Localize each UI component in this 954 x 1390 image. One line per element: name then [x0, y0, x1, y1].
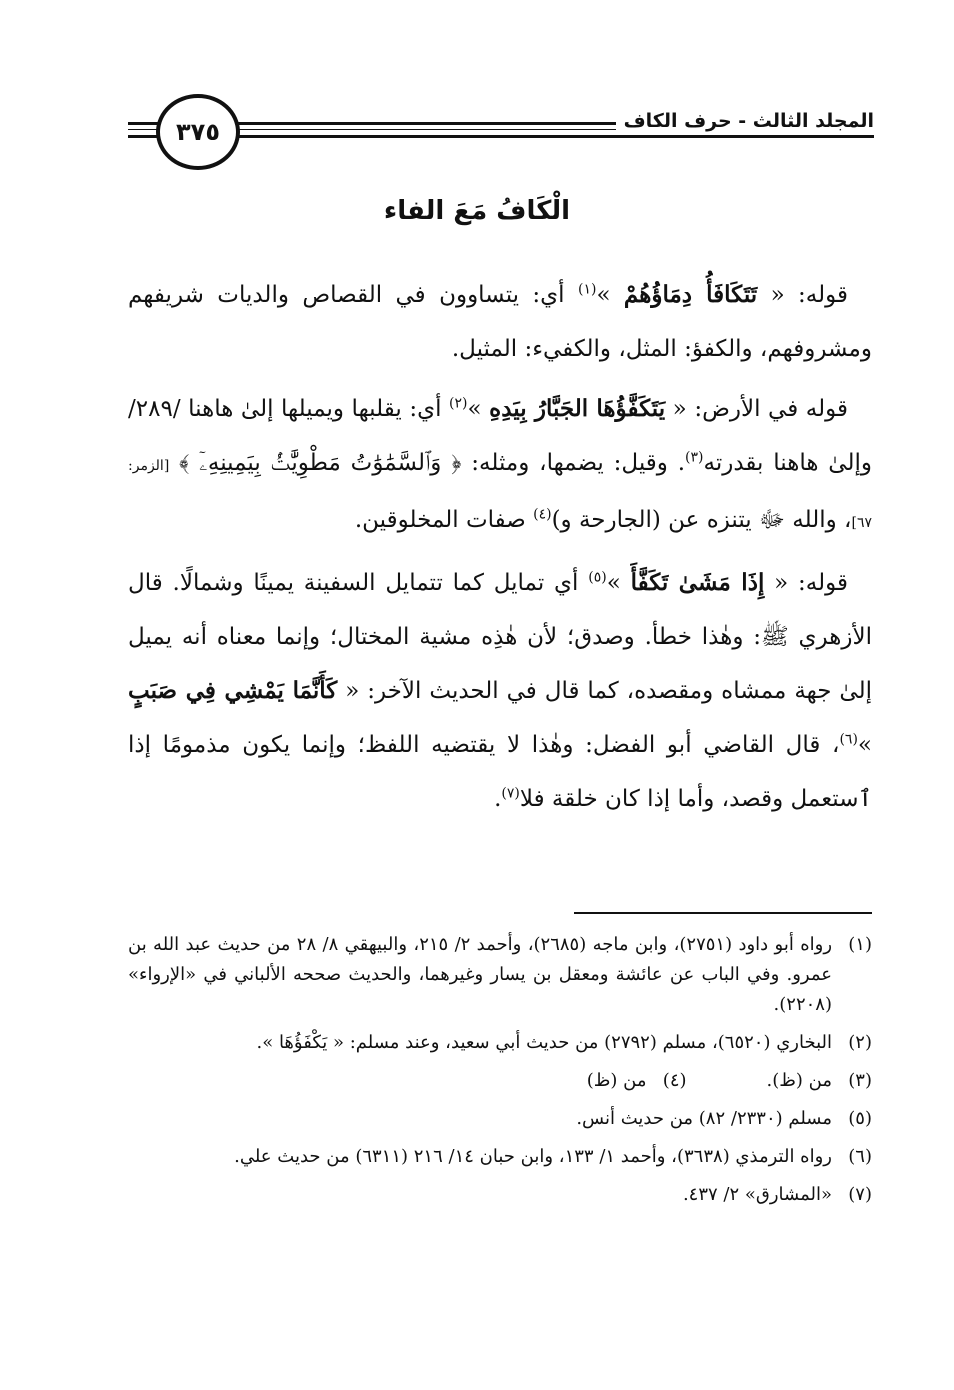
- footnote: [128, 1066, 872, 1096]
- footnote-ref: (٥): [588, 569, 607, 586]
- footnote-text: رواه الترمذي (٣٦٣٨)، وأحمد ١/ ١٣٣، وابن حبان ١٤/ ٢١٦ (٦٣١١) من حديث علي.: [234, 1146, 832, 1167]
- footnote-text: من (ظ): [586, 1070, 647, 1091]
- footnote: [128, 1142, 872, 1172]
- footnote-ref: (٣): [685, 449, 704, 466]
- text-run: ، قال القاضي أبو الفضل: وهٰذا لا يقتضيه اللفظ؛ وإنما يكون مذمومًا إذا ٱستعمل وقصد، وأما إذا كان خلقة فلا: [128, 732, 872, 812]
- text-run: قوله في الأرض: «: [665, 396, 848, 422]
- text-run: ، والله ﷻ يتنزه عن (الجارحة و): [551, 507, 852, 533]
- text-run: »: [606, 570, 631, 596]
- hadith-quote: يَتَكَفَّؤُهَا الجَبَّارُ بِيَدِهِ: [489, 395, 666, 422]
- footnote-separator: [574, 912, 872, 914]
- page-number: ٣٧٥: [156, 94, 240, 170]
- text-run: أي: يتساوون في القصاص والديات شريفهم ومشروفهم، والكفؤ: المثل، والكفيء: المثيل.: [128, 282, 872, 362]
- text-run: أي: يقلبها ويميلها إلىٰ هاهنا /٢٨٩/ وإلىٰ هاهنا بقدرته: [128, 396, 872, 476]
- footnote-ref: (٤): [533, 506, 552, 523]
- footnote-text: البخاري (٦٥٢٠)، مسلم (٢٧٩٢) من حديث أبي سعيد، وعند مسلم: « يَكْفَؤُهَا ».: [256, 1032, 832, 1053]
- text-run: »: [857, 732, 872, 758]
- text-run: قوله: «: [757, 282, 848, 308]
- hadith-quote: إِذَا مَشَىٰ تَكَفَّأَ: [630, 569, 765, 596]
- footnote-number: (٥): [848, 1108, 872, 1129]
- paragraph: [128, 382, 872, 550]
- footnote-number: (١): [848, 934, 872, 955]
- footnote-number: (٦): [848, 1146, 872, 1167]
- text-run: »: [596, 282, 624, 308]
- page-header: [128, 92, 874, 172]
- quran-reference: [الزمر: ٦٧]: [128, 458, 872, 531]
- footnote-text: رواه أبو داود (٢٧٥١)، وابن ماجه (٢٦٨٥)، وأحمد ٢/ ٢١٥، والبيهقي ٨/ ٢٨ من حديث عبد الله بن عمرو. وفي الباب عن عائشة ومعقل بن يسار وغيرهما، والحديث صححه الألباني في «الإرواء» (٢٢٠٨).: [128, 934, 833, 1015]
- text-run: »: [467, 396, 490, 422]
- running-title: المجلد الثالث - حرف الكاف: [616, 110, 874, 132]
- footnote: [128, 930, 872, 1020]
- hadith-quote: كَأَنَّمَا يَمْشِي فِي صَبَبٍ: [128, 677, 338, 704]
- footnote-number: (٣): [848, 1070, 872, 1091]
- footnote-ref: (٧): [501, 785, 520, 802]
- chapter-title: الْكَافُ مَعَ الفاء: [383, 196, 571, 226]
- footnote-text: «المشارق» ٢/ ٤٣٧.: [682, 1184, 832, 1205]
- hadith-quote: تَتَكَافَأُ دِمَاؤُهُمْ: [623, 281, 758, 308]
- footnote: [128, 1104, 872, 1134]
- paragraph: [128, 556, 872, 826]
- footnote-ref: (٢): [449, 395, 468, 412]
- footnote-ref: (١): [577, 281, 597, 298]
- header-rule-bottom: [128, 135, 874, 138]
- footnote-text: من (ظ).: [766, 1070, 832, 1091]
- footnote: [128, 1180, 872, 1210]
- text-run: . وقيل: يضمها، ومثله: ﴿ وَٱلسَّمَٰوَٰتُ مَطْوِيَّٰتُۢ بِيَمِينِهِۦٓ ﴾: [169, 450, 686, 476]
- footnote-ref: (٦): [839, 731, 858, 748]
- paragraph: [128, 268, 872, 376]
- footnote-text: مسلم (٢٣٣٠/ ٨٢) من حديث أنس.: [576, 1108, 832, 1129]
- footnotes: [128, 930, 872, 1218]
- main-text: [128, 268, 872, 832]
- text-run: أي تمايل كما تتمايل السفينة يمينًا وشمالًا. قال الأزهري ﷺ: وهٰذا خطأ. وصدق؛ لأن هٰذِه مشية المختال؛ وإنما معناه أنه يميل إلىٰ جهة ممشاه ومقصده، كما قال في الحديث الآخر: «: [128, 570, 872, 704]
- footnote-number: (٧): [848, 1184, 872, 1205]
- footnote-number: (٤): [662, 1070, 687, 1091]
- text-run: صفات المخلوقين.: [354, 507, 534, 533]
- text-run: .: [494, 786, 502, 812]
- footnote-number: (٢): [848, 1032, 872, 1053]
- footnote: [128, 1028, 872, 1058]
- text-run: قوله: «: [764, 570, 848, 596]
